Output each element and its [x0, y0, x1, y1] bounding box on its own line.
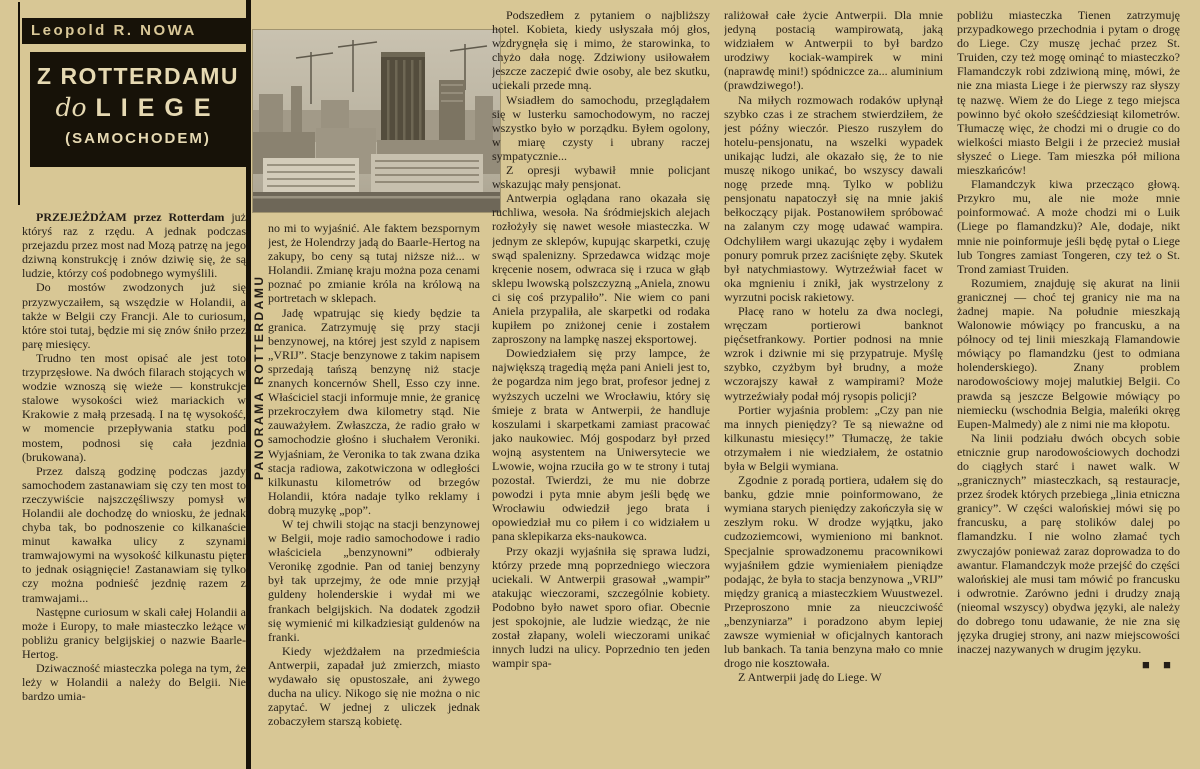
- article-column-2: [268, 221, 480, 767]
- article-paragraph: pobliżu miasteczka Tienen zatrzymuję przypadkowego przechodnia i pytam o drogę do Liege. Czy muszę jechać przez St. Truiden, czy też mogę ominąć to miasteczko? Flamandczyk robi zdziwioną minę, mówi, że nie zna miasta Liege i że pierwszy raz słyszy tę nazwę. Wiem że do Liege z tego miejsca powinno być około sześćdziesiąt kilometrów. Tłumaczę więc, że chodzi mi o drugie co do wielkości miasto Belgii i że przecież musiał słyszeć o Liege. Tam mieszka pół miliona mieszkańców!: [957, 8, 1180, 178]
- article-paragraph: Płacę rano w hotelu za dwa noclegi, wręczam portierowi banknot pięćsetfrankowy. Portier podnosi na mnie wzrok i dziwnie mi się przypatruje. Myślę szybko, czyżbym był brudny, a może wczorajszy kawał z wampirami? Może wytrzeźwiały podał mój rysopis policji?: [724, 303, 943, 403]
- article-paragraph: Wsiadłem do samochodu, przeglądałem się w lusterku samochodowym, no raczej wszystko było w porządku. Byłem ogolony, w miarę czysty i ubrany raczej sympatycznie...: [492, 92, 710, 163]
- article-paragraph: [22, 210, 246, 280]
- article-paragraph: Do mostów zwodzonych już się przyzwyczaiłem, są wszędzie w Holandii, a także w Belgii czy Francji. Ale to curiosum, które stoi tutaj, będzie mi się znów śniło przez parę miesięcy.: [22, 280, 246, 351]
- article-paragraph: Na linii podziału dwóch obcych sobie etnicznie grup narodowościowych dochodzi do ciągłych starć i nawet walk. W „granicznych” miasteczkach, są restauracje, przez środek których przebiega „linia etniczna granicy”. W części walońskiej mówi się po francusku, a parę stolików dalej po flamandzku. I nie wolno złamać tych zwyczajów ponieważ zaraz doprowadza to do awantur. Flamandczyk może przejść do części walońskiej ale musi tam mówić po francusku i odwrotnie. Zarówno jedni i drudzy znają (nieomal wszyscy) obydwa języki, ale należy do dobrego tonu udawanie, że nie zna się języka drugiej strony, ani nazw miejscowości inaczej nazywanych w drugim języku.: [957, 430, 1180, 657]
- title-line-1: Z ROTTERDAMU: [37, 63, 239, 89]
- article-paragraph: Dziwaczność miasteczka polega na tym, że leży w Holandii a należy do Belgii. Nie bardzo umia-: [22, 661, 246, 704]
- title-line-3: (SAMOCHODEM): [65, 130, 211, 147]
- author-byline: Leopold R. NOWA: [22, 18, 246, 44]
- article-paragraph: Antwerpia oglądana rano okazała się ruchliwa, wesoła. Na śródmiejskich alejach rozłożyły się nawet wesołe miasteczka. W jednym ze sklepów, kupując skarpetki, czuję swąd spalenizny. Sprzedawca widząc moje kręcenie nosem, odwraca się i rzuca w głąb sklepu lwowską polszczyzną „Aniela, znowu ci się coś przypaliło”. Nie wiem co pani Aniela przypaliła, ale skarpetki od rodaka kupiłem po zniżonej cenie i zostałem zaproszony na lampkę naszej eksportowej.: [492, 191, 710, 347]
- article-paragraph: Portier wyjaśnia problem: „Czy pan nie ma innych pieniędzy? Te są nieważne od kilkunastu miesięcy!” Tłumaczę, że takie otrzymałem i nie wiedziałem, że ostatnio była w Belgii wymiana.: [724, 402, 943, 473]
- article-column-4: [724, 8, 943, 766]
- article-paragraph: W tej chwili stojąc na stacji benzynowej w Belgii, moje radio samochodowe i radio właściciela „benzynowni” odbierały Veronikę zgodnie. Pan od taniej benzyny był tak uprzejmy, że ode mnie przyjął guldeny holenderskie i wydał mi we frankach belgijskich. Na dodatek zgodził się wymienić mi kilkadziesiąt guldenów na franki.: [268, 516, 480, 644]
- column-divider-rule: [246, 0, 251, 769]
- article-paragraph: Z opresji wybawił mnie policjant wskazując mały pensjonat.: [492, 163, 710, 192]
- article-paragraph: no mi to wyjaśnić. Ale faktem bezspornym jest, że Holendrzy jadą do Baarle-Hertog na zakupy, bo ceny są tutaj niższe niż... w Holandii. Zmianę kraju można poza cenami poznać po zmianie króla na królową na portretach w sklepach.: [268, 221, 480, 306]
- article-paragraph: Rozumiem, znajduję się akurat na linii granicznej — choć tej granicy nie ma na żadnej mapie. Na południe mieszkają Walonowie mówiący po francusku, a na północy od tej linii mieszkają Flamandowie mówiący po flamandzku (jest to odmiana holenderskiego). Znany problem narodowościowy mojej malutkiej Belgii. Co prawda są jeszcze Belgowie mówiący po niemiecku (wschodnia Belgia, maleńki okręg Eupen-Malmedy) ale z nimi nie ma kłopotu.: [957, 275, 1180, 431]
- article-paragraph: Na miłych rozmowach rodaków upłynął szybko czas i ze strachem stwierdziłem, że jest późny wieczór. Pieszo ruszyłem do hotelu-pensjonatu, na wszelki wypadek unikając ludzi, ale okazało się, że to nie muszę nikogo unikać, bo wszyscy dawali nogę przede mną. Tylko w pobliżu pensjonatu napatoczył się na mnie jakiś bełkoczący pijak. Postanowiłem spróbować na zalanym czy mogę udawać wampira. Odchyliłem wargi ukazując zęby i wydałem ponury pomruk przez zaciśnięte zęby. Skutek był natychmiastowy. Wytrzeźwiał facet w oka mgnieniu i znikł, jak wystrzelony z wyrzutni pocisk rakietowy.: [724, 92, 943, 304]
- article-end-mark: ■ ■: [1142, 657, 1176, 673]
- article-paragraph: Jadę wpatrując się kiedy będzie ta granica. Zatrzymuję się przy stacji benzynowej, na której jest szyld z napisem „VRIJ”. Stacje benzynowe z takim napisem sprzedają tańszą benzynę niż stacje znanych koncernów Shell, Esso czy inne. Właściciel stacji informuje mnie, że granicę przekroczyłem dwa kilometry stąd. Nie zauważyłem. Zwłaszcza, że radio grało w samochodzie głośno i słuchałem Veroniki. Wyjaśniam, że Veronika to tak zwana dzika stacja radiowa, zakotwiczona w odległości kilkunastu kilometrów od brzegów Holandii, która nadaje tylko reklamy i dobrą muzykę „pop”.: [268, 305, 480, 517]
- article-paragraph: Następne curiosum w skali całej Holandii a może i Europy, to małe miasteczko leżące w pobliżu granicy belgijskiej o nazwie Baarle-Hertog.: [22, 604, 246, 661]
- article-paragraph: Z Antwerpii jadę do Liege. W: [738, 670, 882, 685]
- article-paragraph: Podszedłem z pytaniem o najbliższy hotel. Kobieta, kiedy usłyszała mój głos, wzdrygnęła się i mimo, że starowinka, to chyżo dała nogę. Zdziwiony usiłowałem jeszcze zaczepić dwie osoby, ale bez skutku, uciekali przede mną.: [492, 8, 710, 93]
- article-column-1: [22, 210, 246, 766]
- article-paragraph: Flamandczyk kiwa przecząco głową. Przykro mu, ale nie może mnie poinformować. A może chodzi mi o Luik (Liege po flamandzku)? Ale, dodaje, nikt mnie nie poinformuje jeśli będę pytał o Liege lub Tongres zamiast Tongeren, czy też o St. Trond zamiast Truiden.: [957, 177, 1180, 276]
- rotterdam-skyline-illustration: [253, 30, 500, 212]
- title-line-2: [30, 93, 246, 123]
- lead-rest: już któryś raz z rzędu. A jednak podczas przejazdu przez most nad Mozą patrzę na jego dziwną konstrukcję i znów dziwię się, że są ludzie, którzy coś podobnego wymyślili.: [22, 210, 246, 281]
- article-title: [30, 52, 246, 167]
- article-column-3: [492, 8, 710, 766]
- article-paragraph: Kiedy wjeżdżałem na przedmieścia Antwerpii, zapadał już zmierzch, miasto wydawało się opustoszałe, ani żywego ducha na ulicy. Nikogo się nie można o nic zapytać. W jednej z uliczek jednak zobaczyłem starszą kobietę.: [268, 643, 480, 729]
- article-paragraph: Trudno ten most opisać ale jest toto trzyprzęsłowe. Na dwóch filarach stojących w wodzie wznoszą się wieże — konstrukcje stalowe wysokości wież mariackich w Krakowie z małą przesadą. I na tę wysokość, w momencie przepływania statku pod mostem, podnosi się cała jezdnia (brukowana).: [22, 350, 246, 464]
- rotterdam-panorama-photo: [253, 30, 500, 212]
- article-paragraph: Przez dalszą godzinę podczas jazdy samochodem zastanawiam się czy ten most to rzeczywiście najszczęśliwszy pomysł w Holandii ale dochodzę do wniosku, że jednak chyba tak, bo podnoszenie co kilkanaście minut kawałka ulicy z szynami tramwajowymi na wysokość kilkunastu pięter to jednak osiągnięcie! Zastanawiam się tylko czy można podnieść jezdnię razem z tramwajami...: [22, 463, 246, 605]
- photo-caption-vertical: PANORAMA ROTTERDAMU: [252, 274, 266, 480]
- article-paragraph: Przy okazji wyjaśniła się sprawa ludzi, którzy przede mną poprzedniego wieczora uciekali. W Antwerpii grasował „wampir” atakując wieczorami, szczególnie kobiety. Podobno było nawet sporo ofiar. Obecnie jest spokojnie, ale ludzie wiedząc, że nie został złapany, woleli wieczorami unikać innych ludzi na ulicy. Poprzednio ten jeden wampir spa-: [492, 543, 710, 671]
- left-edge-rule: [18, 2, 20, 205]
- title-do-word: do: [55, 93, 87, 122]
- lead-bold-words: PRZEJEŻDŻAM przez Rotterdam: [36, 210, 225, 224]
- article-column-5: [957, 8, 1180, 766]
- article-paragraph: Dowiedziałem się przy lampce, że największą tragedią męża pani Anieli jest to, że pogardza nim jego brat, profesor jednej z wyższych uczelni we Wrocławiu, który się śmieje z brata w Antwerpii, że handluje koszulami i skarpetkami zamiast pracować jako naukowiec. Mój gospodarz był przed wojną asystentem na Uniwersytecie we Lwowie, wojna rzuciła go w te strony i tutaj pozostał. Twierdzi, że mu nie dobrze powodzi i pyta mnie abym jeśli będę we Wrocławiu odwiedził jego brata i opowiedział mu co piłem i co widziałem u pana sklepikarza eks-naukowca.: [492, 346, 710, 544]
- title-liege-word: LIEGE: [95, 94, 221, 122]
- article-paragraph: raliżował całe życie Antwerpii. Dla mnie jedyną postacią wampirowatą, jaką widziałem w Antwerpii to był bardzo urodziwy kociak-wampirek w mini (naprawdę mini!) spódniczce za... aluminium (prawdziwego!).: [724, 8, 943, 93]
- article-paragraph: Zgodnie z poradą portiera, udałem się do banku, gdzie mnie poinformowano, że wymiana starych pieniędzy zakończyła się w zeszłym roku. W drodze wyjątku, jako cudzoziemcowi, wymieniono mi banknot. Specjalnie sprowadzonemu pracownikowi wyjaśniłem gdzie wymieniałem pieniądze podając, że była to stacja benzynowa „VRIJ” między granicą a miasteczkiem Wuustwezel. Przeproszono mnie za nieuczciwość „benzyniarza” i poradzono abym lepiej zawsze wymieniał w oficjalnych kantorach lub bankach. Ta tania benzyna mało co mnie drogo nie kosztowała.: [724, 473, 943, 671]
